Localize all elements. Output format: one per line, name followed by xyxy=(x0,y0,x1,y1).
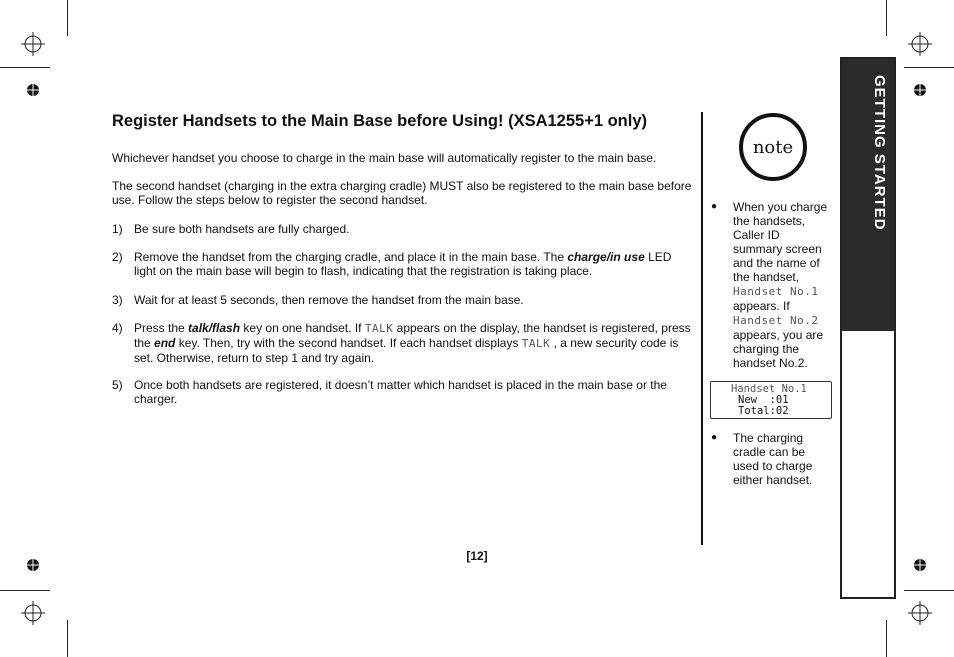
step-number: 2) xyxy=(112,250,123,264)
section-tab-fill xyxy=(842,59,894,331)
step-item xyxy=(112,378,694,406)
step-item xyxy=(112,222,694,236)
step-number: 1) xyxy=(112,222,123,236)
display-text: Handset No.2 xyxy=(733,314,819,327)
crop-mark xyxy=(886,620,887,657)
registration-dot-icon xyxy=(913,83,927,97)
crop-mark xyxy=(0,590,50,591)
crop-mark xyxy=(904,590,954,591)
bullet-icon: ● xyxy=(711,201,718,212)
step-item xyxy=(112,250,694,278)
column-divider xyxy=(701,112,703,545)
step-text: Once both handsets are registered, it doesn’t matter which handset is placed in the main base or the charger. xyxy=(134,378,667,406)
crop-mark xyxy=(0,67,50,68)
key-name: end xyxy=(154,336,176,350)
note-item xyxy=(711,431,831,487)
section-tab-label: GETTING STARTED xyxy=(871,75,888,231)
registration-mark-icon xyxy=(908,32,932,56)
key-name: talk/flash xyxy=(188,321,241,335)
key-name: charge/in use xyxy=(567,250,645,264)
display-text: TALK xyxy=(521,337,551,350)
note-icon xyxy=(738,112,808,182)
bullet-icon: ● xyxy=(711,432,718,443)
step-text: Wait for at least 5 seconds, then remove the handset from the main base. xyxy=(134,293,524,307)
registration-dot-icon xyxy=(26,83,40,97)
registration-mark-icon xyxy=(908,601,932,625)
intro-paragraph: The second handset (charging in the extra charging cradle) MUST also be registered to the main base before use. Follow the steps below to register the second handset. xyxy=(112,179,692,207)
crop-mark xyxy=(67,0,68,36)
section-tab xyxy=(840,57,896,599)
step-item xyxy=(112,321,694,365)
step-text: Remove the handset from the charging cradle, and place it in the main base. The charge/in use LED light on the main base will begin to flash, indicating that the registration is taking place. xyxy=(134,250,672,278)
step-number: 4) xyxy=(112,321,123,335)
registration-mark-icon xyxy=(21,32,45,56)
crop-mark xyxy=(67,620,68,657)
crop-mark xyxy=(886,0,887,36)
display-text: Handset No.1 xyxy=(733,285,819,298)
step-item xyxy=(112,293,694,307)
note-text: The charging cradle can be used to charge either handset. xyxy=(733,431,813,487)
display-line: New :01 xyxy=(738,394,789,406)
step-number: 3) xyxy=(112,293,123,307)
note-text: When you charge the handsets, Caller ID summary screen and the name of the handset, Handset No.1 appears. If Handset No.2 appears, you are charging the handset No.2. xyxy=(733,200,828,370)
display-line: Handset No.1 xyxy=(731,383,807,395)
step-text: Be sure both handsets are fully charged. xyxy=(134,222,350,236)
section-heading: Register Handsets to the Main Base before Using! (XSA1255+1 only) xyxy=(112,112,648,130)
note-item xyxy=(711,200,831,370)
display-text: TALK xyxy=(364,322,394,335)
step-text: Press the talk/flash key on one handset. If TALK appears on the display, the handset is registered, press the end key. Then, try with the second handset. If each handset displays TALK , a new security code is set. Otherwise, return to step 1 and try again. xyxy=(134,321,691,365)
display-line: Total:02 xyxy=(738,405,789,417)
intro-paragraph: Whichever handset you choose to charge in the main base will automatically register to the main base. xyxy=(112,151,657,165)
page-number: [12] xyxy=(466,549,488,563)
crop-mark xyxy=(904,67,954,68)
registration-mark-icon xyxy=(21,601,45,625)
step-number: 5) xyxy=(112,378,123,392)
handset-display-screen xyxy=(710,381,832,419)
note-icon-label: note xyxy=(752,137,794,158)
